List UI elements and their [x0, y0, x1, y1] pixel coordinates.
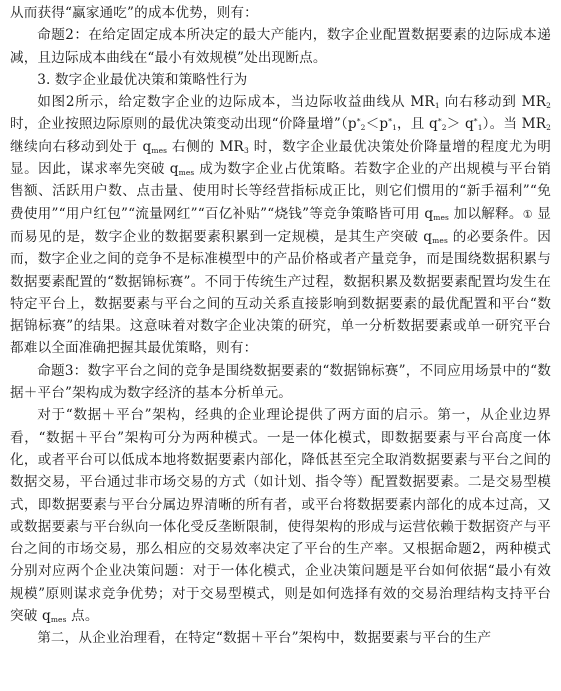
footnote-marker[interactable]: ① — [522, 207, 533, 221]
proposition-3: 命题3：数字平台之间的竞争是围绕数据要素的“数据锦标赛”，不同应用场景中的“数据＋平台”架构成为数字经济的基本分析单元。 — [10, 362, 551, 402]
proposition-2: 命题2：在给定固定成本所决定的最大产能内，数字企业配置数据要素的边际成本递减，且边际成本曲线在“最小有效规模”处出现断点。 — [10, 27, 551, 66]
paragraph-optimal-decision: 如图2所示，给定数字企业的边际成本，当边际收益曲线从 $MR_1$ 向右移动到 $MR_2$ 时，企业按照边际原则的最优决策变动出现“价降量增$”(p^*_2<p^*_1$，且 $q^*_2> q^*_1$）。当 $MR_2$ 继续向右移动到处于 $q_{mes}$ 右侧的 $MR_3$ 时，数字企业最优决策处价降量增的程度尤为明显。因此，谋求率先突破 $q_{mes}$ 成为数字企业占优策略。若数字企业的产出规模与平台销售额、活跃用户数、点击量、使用时长等经营指标成正比，则它们惯用的“新手福利”“免费使用”“用户红包”“流量网红”“百亿补贴”“烧钱”等竞争策略皆可用 $q_{mes}$ 加以解释。① 显而易见的是，数字企业的数据要素积累到一定规模，是其生产突破 $q_{mes}$ 的必要条件。因而，数字企业之间的竞争不是标准模型中的产品价格或者产量竞争，而是围绕数据积累与数据要素配置的“数据锦标赛”。不同于传统生产过程，数据积累及数据要素配置均发生在特定平台上，数据要素与平台之间的互动关系直接影响到数据要素的最优配置和平台“数据锦标赛”的结果。这意味着对数字企业决策的研究，单一分析数据要素或单一研究平台都难以全面准确把握其最优策略，则有： — [10, 94, 552, 357]
paragraph-governance: 第二，从企业治理看，在特定“数据＋平台”架构中，数据要素与平台的生产 — [37, 630, 492, 647]
paragraph-architecture: 对于“数据＋平台”架构，经典的企业理论提供了两方面的启示。第一，从企业边界看，“数据＋平台”架构可分为两种模式。一是一体化模式，即数据要素与平台高度一体化，或者平台可以低成本地将数据要素内部化，降低甚至完全取消数据要素与平台之间的数据交易，平台通过非市场交易的方式（如计划、指令等）配置数据要素。二是交易型模式，即数据要素与平台分属边界清晰的所有者，或平台将数据要素内部化的成本过高，又或数据要素与平台纵向一体化受反垄断限制，使得架构的形成与运营依赖于数据资产与平台之间的市场交易，那么相应的交易效率决定了平台的生产率。又根据命题2，两种模式分别对应两个企业决策问题：对于一体化模式，企业决策问题是平台如何依据“最小有效规模”原则谋求竞争优势；对于交易型模式，则是如何选择有效的交易治理结构支持平台突破 $q_{mes}$ 点。 — [10, 407, 551, 625]
section-heading: 3. 数字企业最优决策和策略性行为 — [37, 71, 248, 88]
paragraph-continuation: 从而获得“赢家通吃”的成本优势，则有： — [10, 5, 258, 21]
